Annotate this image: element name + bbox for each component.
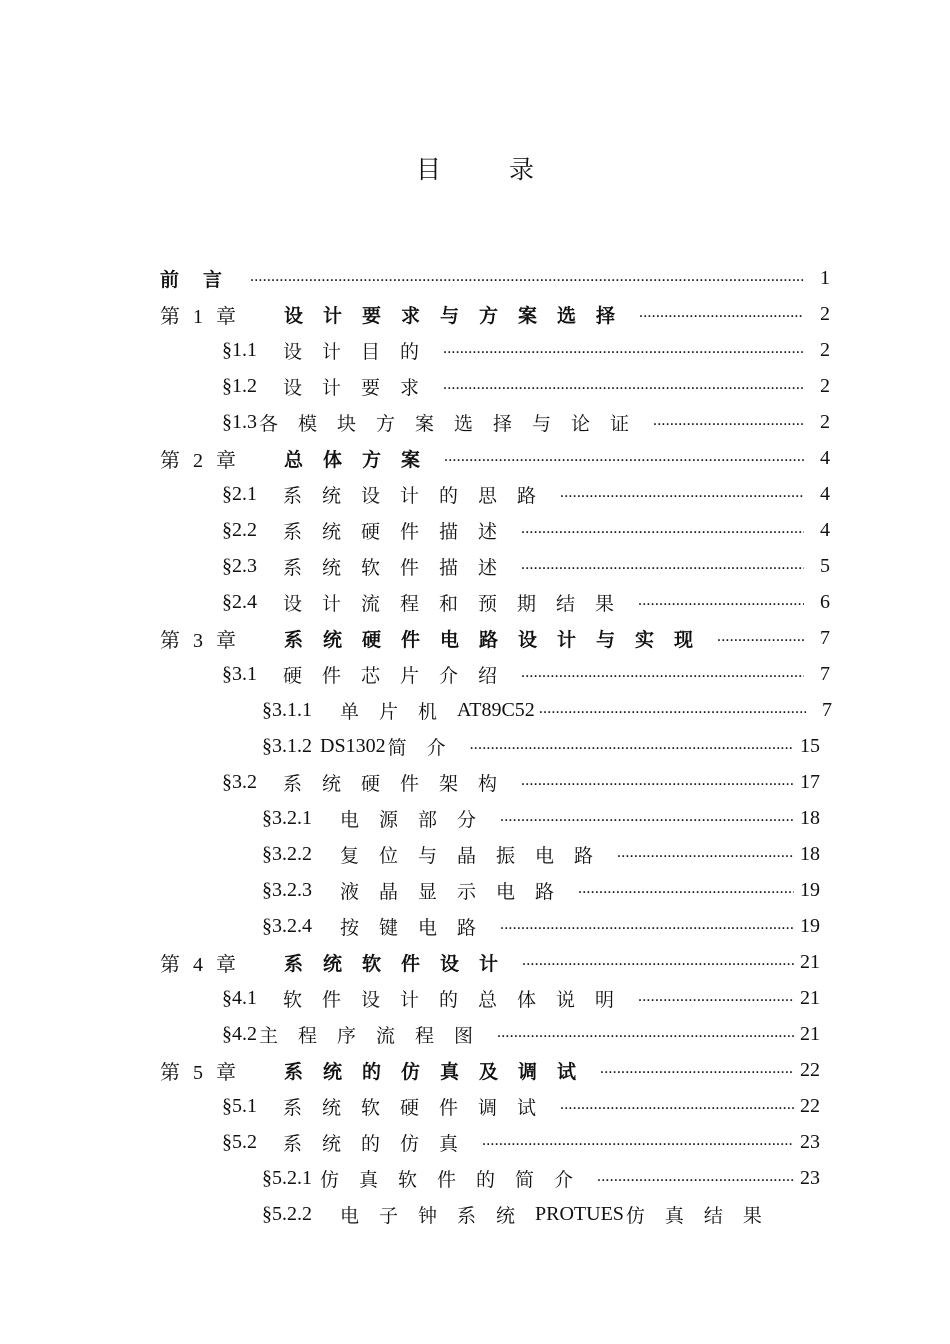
toc-entry-title: 软件设计的总体说明 xyxy=(283,988,635,1011)
toc-page-number: 2 xyxy=(820,374,830,397)
toc-entry-number: §5.1 xyxy=(222,1094,257,1117)
toc-entry-title: 系统的仿真及调试 xyxy=(284,1060,597,1083)
toc-entry-label xyxy=(262,805,496,832)
toc-chapter-entry[interactable] xyxy=(160,440,830,476)
toc-page-number: 18 xyxy=(800,806,820,829)
toc-page-number: 21 xyxy=(800,1022,820,1045)
toc-entry-number: §3.2.1 xyxy=(262,806,312,829)
toc-dot-leader xyxy=(470,736,794,756)
toc-entry-title: 系统设计的思路 xyxy=(283,484,557,507)
toc-entry-term: AT89C52 xyxy=(457,698,535,721)
toc-entry-term: PROTUES xyxy=(535,1202,624,1225)
toc-section-entry[interactable] xyxy=(262,728,820,764)
toc-entry-title: 按键电路 xyxy=(340,916,497,939)
toc-chapter-entry[interactable] xyxy=(160,260,830,296)
toc-entry-number: §3.2 xyxy=(222,770,257,793)
toc-page-number: 5 xyxy=(820,554,830,577)
toc-dot-leader xyxy=(500,916,794,936)
toc-page-number: 15 xyxy=(800,734,820,757)
toc-entry-title: 设计要求与方案选择 xyxy=(284,304,636,327)
toc-entry-title: 系统硬件描述 xyxy=(283,520,518,543)
toc-dot-leader xyxy=(600,1060,794,1080)
toc-entry-title: 系统软硬件调试 xyxy=(283,1096,557,1119)
toc-entry-number: §3.1 xyxy=(222,662,257,685)
toc-entry-label xyxy=(160,948,518,977)
toc-section-entry[interactable] xyxy=(262,800,820,836)
toc-entry-number: §5.2.1 xyxy=(262,1166,312,1189)
toc-dot-leader xyxy=(560,1096,794,1116)
toc-page-number: 18 xyxy=(800,842,820,865)
toc-dot-leader xyxy=(444,448,804,468)
toc-entry-number: §3.2.3 xyxy=(262,878,312,901)
toc-section-entry[interactable] xyxy=(222,404,830,440)
toc-entry-number: 第 3 章 xyxy=(160,629,240,652)
toc-section-entry[interactable] xyxy=(222,476,830,512)
toc-page-number: 6 xyxy=(820,590,830,613)
toc-dot-leader xyxy=(521,664,804,684)
toc-entry-title: 复位与晶振电路 xyxy=(340,844,614,867)
toc-entry-number: §2.3 xyxy=(222,554,257,577)
toc-entry-number: 第 5 章 xyxy=(160,1061,240,1084)
toc-section-entry[interactable] xyxy=(262,1196,820,1232)
toc-dot-leader xyxy=(443,376,804,396)
toc-entry-label xyxy=(222,589,634,616)
toc-page-number: 22 xyxy=(800,1094,820,1117)
toc-entry-label xyxy=(262,913,496,940)
toc-entry-number: §3.2.4 xyxy=(262,914,312,937)
toc-entry-label xyxy=(160,444,440,473)
toc-entry-label xyxy=(222,337,439,364)
toc-dot-leader xyxy=(560,484,804,504)
toc-dot-leader xyxy=(482,1132,794,1152)
toc-page-number: 17 xyxy=(800,770,820,793)
toc-page-number: 2 xyxy=(820,302,830,325)
toc-entry-title: 主程序流程图 xyxy=(259,1024,494,1047)
toc-entry-label xyxy=(222,409,649,436)
toc-entry-label xyxy=(222,769,517,796)
toc-entry-number: §5.2 xyxy=(222,1130,257,1153)
toc-section-entry[interactable] xyxy=(262,692,832,728)
toc-page-number: 23 xyxy=(800,1130,820,1153)
toc-entry-title: 总体方案 xyxy=(284,448,441,471)
toc-entry-label xyxy=(222,373,439,400)
toc-entry-label xyxy=(222,661,517,688)
toc-page-number: 7 xyxy=(822,698,832,721)
toc-dot-leader xyxy=(521,772,794,792)
toc-dot-leader xyxy=(539,700,806,720)
toc-dot-leader xyxy=(717,628,804,648)
toc-entry-label xyxy=(262,697,535,724)
toc-entry-title: 电源部分 xyxy=(340,808,497,831)
toc-page-number: 4 xyxy=(820,482,830,505)
toc-section-entry[interactable] xyxy=(222,980,820,1016)
toc-page-number: 2 xyxy=(820,338,830,361)
toc-chapter-entry[interactable] xyxy=(160,944,820,980)
toc-entry-title: 仿真结果 xyxy=(625,1204,782,1227)
toc-dot-leader xyxy=(617,844,794,864)
toc-section-entry[interactable] xyxy=(222,512,830,548)
toc-dot-leader xyxy=(500,808,794,828)
toc-entry-title: 系统硬件电路设计与实现 xyxy=(284,628,714,651)
toc-page-number: 23 xyxy=(800,1166,820,1189)
toc-section-entry[interactable] xyxy=(222,656,830,692)
toc-dot-leader xyxy=(443,340,804,360)
toc-entry-number: §4.1 xyxy=(222,986,257,1009)
toc-section-entry[interactable] xyxy=(222,368,830,404)
toc-entry-number: §3.2.2 xyxy=(262,842,312,865)
toc-page-number: 21 xyxy=(800,986,820,1009)
toc-section-entry[interactable] xyxy=(222,1124,820,1160)
toc-entry-number: §1.1 xyxy=(222,338,257,361)
toc-page-number: 4 xyxy=(820,446,830,469)
toc-entry-number: §4.2 xyxy=(222,1022,257,1045)
toc-dot-leader xyxy=(578,880,794,900)
toc-entry-title: 液晶显示电路 xyxy=(340,880,575,903)
toc-entry-number: §2.2 xyxy=(222,518,257,541)
toc-chapter-entry[interactable] xyxy=(160,1052,820,1088)
toc-entry-label xyxy=(262,841,613,868)
toc-entry-title: 系统软件描述 xyxy=(283,556,518,579)
toc-entry-number: §5.2.2 xyxy=(262,1202,312,1225)
toc-chapter-entry[interactable] xyxy=(160,296,830,332)
toc-entry-label xyxy=(160,1056,596,1085)
toc-entry-label xyxy=(222,481,556,508)
toc-entry-label xyxy=(262,1165,593,1192)
toc-entry-label xyxy=(262,877,574,904)
toc-entry-label xyxy=(222,985,634,1012)
toc-entry-title: 系统硬件架构 xyxy=(283,772,518,795)
toc-entry-label xyxy=(262,733,466,760)
toc-entry-number: §1.2 xyxy=(222,374,257,397)
page-title: 目 录 xyxy=(416,155,564,184)
toc-section-entry[interactable] xyxy=(222,548,830,584)
toc-page-number: 21 xyxy=(800,950,820,973)
toc-dot-leader xyxy=(639,304,804,324)
toc-section-entry[interactable] xyxy=(222,332,830,368)
toc-entry-title: 系统的仿真 xyxy=(283,1132,479,1155)
toc-dot-leader xyxy=(597,1168,794,1188)
toc-entry-label xyxy=(222,553,517,580)
toc-section-entry[interactable] xyxy=(222,584,830,620)
toc-dot-leader xyxy=(521,556,804,576)
toc-chapter-entry[interactable] xyxy=(160,620,830,656)
toc-entry-title: 设计流程和预期结果 xyxy=(283,592,635,615)
toc-entry-number: §3.1.1 xyxy=(262,698,312,721)
toc-entry-term: DS1302 xyxy=(320,734,386,757)
toc-dot-leader xyxy=(653,412,804,432)
toc-entry-title: 系统软件设计 xyxy=(284,952,519,975)
toc-page-number: 22 xyxy=(800,1058,820,1081)
toc-entry-number: 第 4 章 xyxy=(160,953,240,976)
toc-entry-number: §2.1 xyxy=(222,482,257,505)
toc-entry-title: 设计要求 xyxy=(283,376,440,399)
toc-entry-title: 电子钟系统 xyxy=(340,1204,536,1227)
toc-entry-title: 简介 xyxy=(387,736,466,759)
toc-entry-label xyxy=(222,1129,478,1156)
toc-entry-label xyxy=(160,265,246,292)
toc-page-number: 4 xyxy=(820,518,830,541)
toc-dot-leader xyxy=(638,592,804,612)
toc-entry-label xyxy=(160,300,635,329)
toc-entry-title: 各模块方案选择与论证 xyxy=(259,412,650,435)
toc-entry-number: 第 1 章 xyxy=(160,305,240,328)
toc-entry-label xyxy=(222,517,517,544)
toc-section-entry[interactable] xyxy=(222,764,820,800)
toc-section-entry[interactable] xyxy=(262,908,820,944)
toc-page-number: 7 xyxy=(820,626,830,649)
toc-entry-title: 仿真软件的简介 xyxy=(320,1168,594,1191)
toc-section-entry[interactable] xyxy=(262,872,820,908)
toc-section-entry[interactable] xyxy=(262,836,820,872)
toc-dot-leader xyxy=(250,268,804,288)
toc-page-number: 1 xyxy=(820,266,830,289)
toc-entry-number: §3.1.2 xyxy=(262,734,312,757)
toc-section-entry[interactable] xyxy=(222,1016,820,1052)
toc-dot-leader xyxy=(521,520,804,540)
toc-dot-leader xyxy=(638,988,794,1008)
toc-entry-number: 第 2 章 xyxy=(160,449,240,472)
toc-entry-label xyxy=(222,1021,493,1048)
toc-entry-number: §1.3 xyxy=(222,410,257,433)
toc-dot-leader xyxy=(522,952,794,972)
toc-page-number: 2 xyxy=(820,410,830,433)
toc-entry-title: 硬件芯片介绍 xyxy=(283,664,518,687)
toc-page-number: 7 xyxy=(820,662,830,685)
toc-section-entry[interactable] xyxy=(262,1160,820,1196)
toc-entry-number: §2.4 xyxy=(222,590,257,613)
toc-dot-leader xyxy=(497,1024,794,1044)
toc-entry-title: 前言 xyxy=(160,268,247,291)
toc-entry-label xyxy=(262,1201,782,1228)
toc-entry-label xyxy=(222,1093,556,1120)
toc-entry-title: 单片机 xyxy=(340,700,458,723)
toc-page-number: 19 xyxy=(800,878,820,901)
toc-entry-label xyxy=(160,624,713,653)
toc-page-number: 19 xyxy=(800,914,820,937)
toc-section-entry[interactable] xyxy=(222,1088,820,1124)
toc-entry-title: 设计目的 xyxy=(283,340,440,363)
